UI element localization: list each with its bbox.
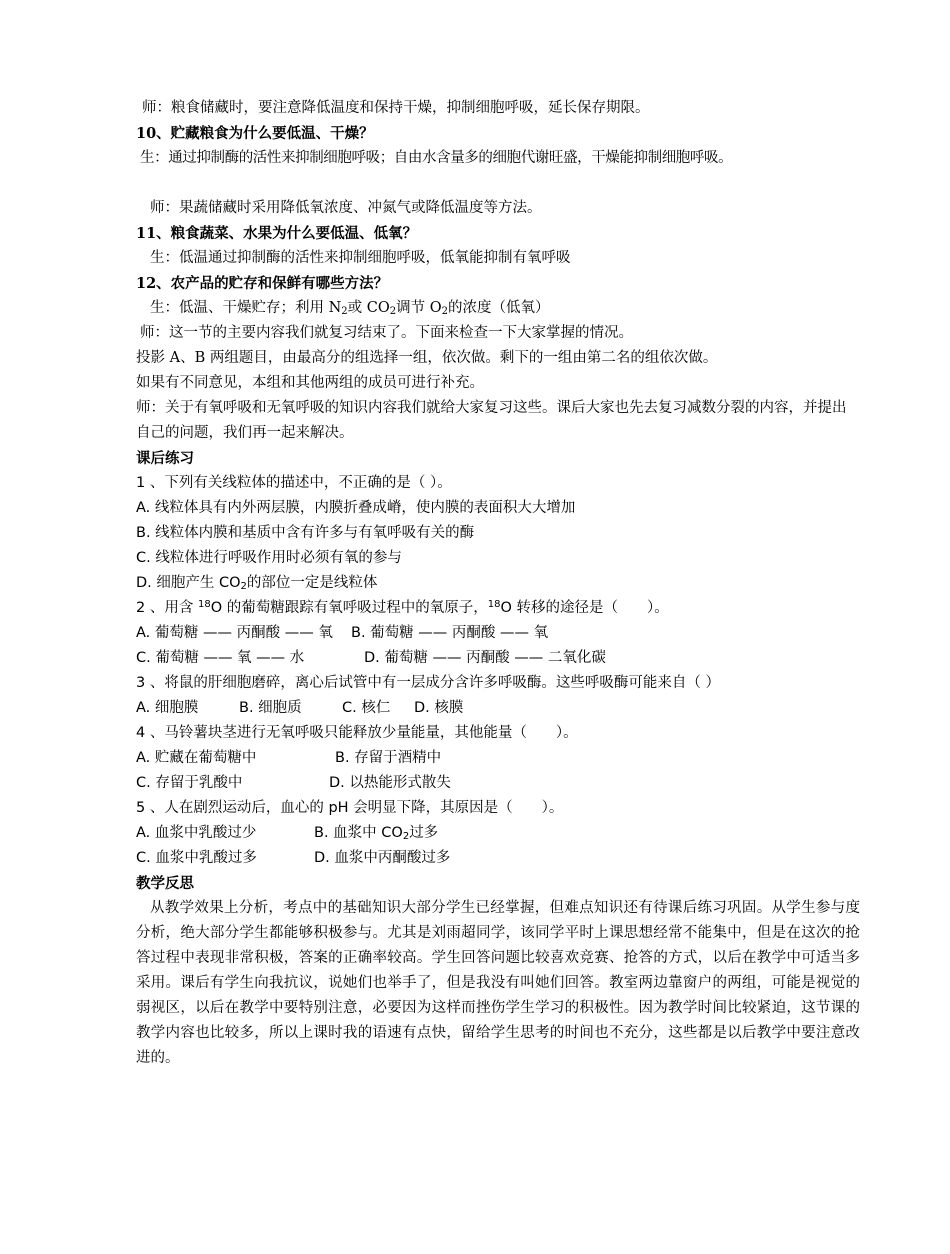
exercise-4-option-c: C. 存留于乳酸中 <box>136 775 243 791</box>
exercise-list <box>136 471 860 871</box>
exercise-2-options-cd <box>136 646 860 671</box>
exercise-5-options-ab <box>136 821 860 846</box>
exercise-5-option-b: B. 血浆中 $CO_2$过多 <box>314 825 439 842</box>
exercise-1-option-b: B. 线粒体内膜和基质中含有许多与有氧呼吸有关的酶 <box>136 525 475 541</box>
supplement-instruction: 如果有不同意见，本组和其他两组的成员可进行补充。 <box>136 375 484 391</box>
projection-instruction: 投影 A、B 两组题目，由最高分的组选择一组，依次做。剩下的一组由第二名的组依次做。 <box>136 350 718 366</box>
exercise-4: 4 、马铃薯块茎进行无氧呼吸只能释放少量能量，其他能量（ ）。 <box>136 725 578 741</box>
exercise-3-option-a: A. 细胞膜 <box>136 700 199 716</box>
exercise-4-option-d: D. 以热能形式散失 <box>329 775 451 791</box>
exercise-4-options-ab <box>136 746 860 771</box>
exercise-3-options <box>136 696 860 721</box>
question-10: 10、贮藏粮食为什么要低温、干燥？ <box>136 125 374 142</box>
exercise-3-option-b: B. 细胞质 <box>239 700 302 716</box>
exercise-5-option-a: A. 血浆中乳酸过少 <box>136 825 257 841</box>
exercise-3: 3 、将鼠的肝细胞磨碎，离心后试管中有一层成分含许多呼吸酶。这些呼吸酶可能来自（ ） <box>136 675 720 691</box>
exercise-2: 2 、用含 $^{18}$O 的葡萄糖跟踪有氧呼吸过程中的氧原子，$^{18}$O 转移的途径是（ ）。 <box>136 599 669 616</box>
reflection-body: 从教学效果上分析，考点中的基础知识大部分学生已经掌握，但难点知识还有待课后练习巩固。从学生参与度分析，绝大部分学生都能够积极参与。尤其是刘雨超同学，该同学平时上课思想经常不能集中，但是在这次的抢答过程中表现非常积极，答案的正确率较高。学生回答问题比较喜欢竞赛、抢答的方式，以后在教学中可适当多采用。课后有学生向我抗议，说她们也举手了，但是我没有叫她们回答。教室两边靠窗户的两组，可能是视觉的弱视区，以后在教学中要特别注意，必要因为这样而挫伤学生学习的积极性。因为教学时间比较紧迫，这节课的教学内容也比较多，所以上课时我的语速有点快，留给学生思考的时间也不充分，这些都是以后教学中要注意改进的。 <box>136 900 860 1066</box>
exercises-heading: 课后练习 <box>136 450 194 467</box>
exercise-5-option-c: C. 血浆中乳酸过多 <box>136 850 257 866</box>
question-11: 11、粮食蔬菜、水果为什么要低温、低氧？ <box>136 225 418 242</box>
teacher-line-grain-storage: 师：粮食储藏时，要注意降低温度和保持干燥，抑制细胞呼吸，延长保存期限。 <box>142 100 650 116</box>
exercise-5: 5 、人在剧烈运动后，血心的 pH 会明显下降，其原因是（ ）。 <box>136 800 564 816</box>
exercise-2-options-ab <box>136 621 860 646</box>
exercise-1-option-c: C. 线粒体进行呼吸作用时必须有氧的参与 <box>136 550 402 566</box>
exercise-3-option-c: C. 核仁 <box>342 700 391 716</box>
answer-11: 生：低温通过抑制酶的活性来抑制细胞呼吸，低氧能抑制有氧呼吸 <box>150 250 571 266</box>
exercise-1-option-a: A. 线粒体具有内外两层膜，内膜折叠成嵴，使内膜的表面积大大增加 <box>136 500 576 516</box>
exercise-3-option-d: D. 核膜 <box>414 700 464 716</box>
exercise-2-option-a: A. 葡萄糖 —— 丙酮酸 —— 氧 <box>136 625 333 641</box>
teacher-closing: 师：关于有氧呼吸和无氧呼吸的知识内容我们就给大家复习这些。课后大家也先去复习减数分裂的内容，并提出自己的问题，我们再一起来解决。 <box>136 400 847 441</box>
exercise-5-options-cd <box>136 846 860 871</box>
reflection-heading: 教学反思 <box>136 875 194 892</box>
exercise-2-option-b: B. 葡萄糖 —— 丙酮酸 —— 氧 <box>351 625 549 641</box>
teacher-line-summary: 师：这一节的主要内容我们就复习结束了。下面来检查一下大家掌握的情况。 <box>140 325 633 341</box>
answer-10: 生：通过抑制酶的活性来抑制细胞呼吸；自由水含量多的细胞代谢旺盛，干燥能抑制细胞呼吸。 <box>140 150 733 166</box>
blank-line <box>136 171 860 196</box>
exercise-4-options-cd <box>136 771 860 796</box>
exercise-2-option-d: D. 葡萄糖 —— 丙酮酸 —— 二氧化碳 <box>364 650 606 666</box>
teacher-line-fruit-storage: 师：果蔬储藏时采用降低氧浓度、冲氮气或降低温度等方法。 <box>150 200 542 216</box>
exercise-5-option-d: D. 血浆中丙酮酸过多 <box>314 850 451 866</box>
exercise-4-option-b: B. 存留于酒精中 <box>335 750 442 766</box>
exercise-2-option-c: C. 葡萄糖 —— 氧 —— 水 <box>136 650 305 666</box>
exercise-1: 1 、下列有关线粒体的描述中，不正确的是（ ）。 <box>136 475 452 491</box>
exercise-1-option-d: D. 细胞产生 $CO_2$的部位一定是线粒体 <box>136 575 378 592</box>
question-12: 12、农产品的贮存和保鲜有哪些方法？ <box>136 275 389 292</box>
exercise-4-option-a: A. 贮藏在葡萄糖中 <box>136 750 257 766</box>
answer-12: 生：低温、干燥贮存；利用 $N_2$或 $CO_2$调节 $O_2$的浓度（低氧） <box>150 300 550 317</box>
